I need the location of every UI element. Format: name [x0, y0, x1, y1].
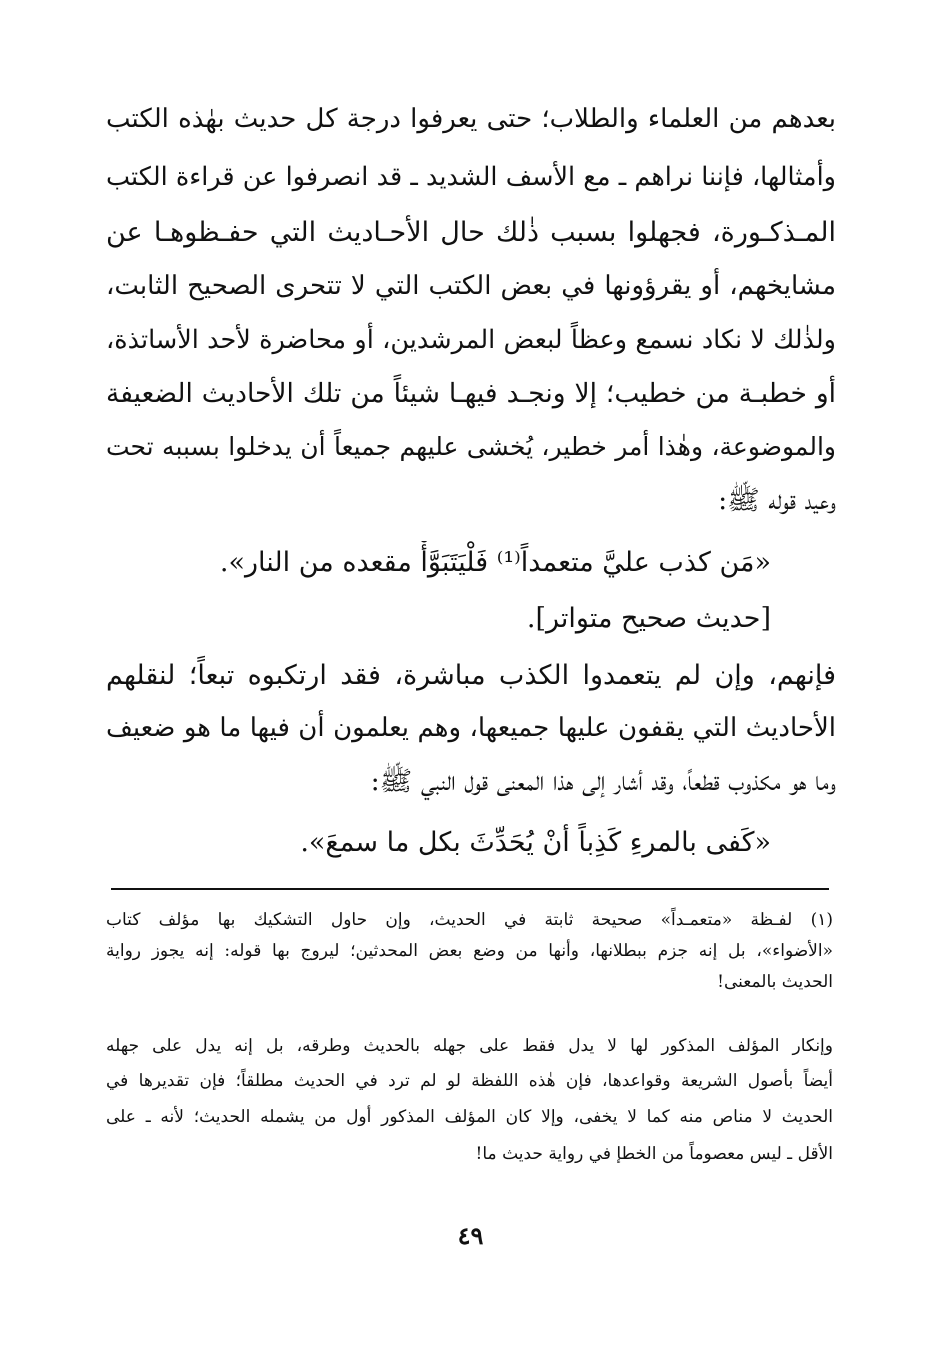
body-line-9: فإنهم، وإن لم يتعمدوا الكذب مباشرة، فقد ارتكبوه تبعاً؛ لنقلهم: [106, 660, 836, 691]
body-line-3: المـذكـورة، فجهلوا بسبب ذٰلك حال الأحـاديث التي حفـظوهـا عن: [106, 217, 836, 248]
hadith-quote-2: «كَفى بالمرءِ كَذِباً أنْ يُحَدِّثَ بكل ما سمعَ».: [300, 827, 771, 858]
hadith-grading: [حديث صحيح متواتر].: [526, 603, 771, 634]
footnote-line-5: أيضاً بأصول الشريعة وقواعدها، فإن هٰذه اللفظة لو لم ترد في الحديث مطلقاً؛ فإن تقديرها في: [106, 1071, 833, 1091]
body-line-10: الأحاديث التي يقفون عليها جميعها، وهم يعلمون أن فيها ما هو ضعيف: [106, 713, 836, 743]
body-line-11: وما هو مكذوب قطعاً، وقد أشار إلى هذا المعنى قول النبي ﷺ:: [370, 766, 836, 797]
footnote-line-1: (١) لفـظة «متعمـداً» صحيحة ثابتة في الحديث، وإن حاول التشكيك بها مؤلف كتاب: [106, 910, 833, 930]
footnote-line-7: الأقل ـ ليس معصوماً من الخطإ في رواية حديث ما!: [475, 1144, 833, 1164]
footnote-line-6: الحديث لا مناص منه كما لا يخفى، وإلا كان المؤلف المذكور أول من يشمله الحديث؛ لأنه ـ على: [106, 1107, 833, 1127]
body-line-8: وعيد قوله ﷺ:: [718, 485, 836, 516]
hadith-quote-1: «مَن كذب عليَّ متعمداً⁽¹⁾ فَلْيَتَبَوَّأْ مقعده من النار».: [219, 547, 771, 578]
footnote-separator: [111, 888, 829, 890]
body-line-7: والموضوعة، وهٰذا أمر خطير، يُخشى عليهم جميعاً أن يدخلوا بسببه تحت: [106, 432, 836, 461]
footnote-line-2: «الأضواء»، بل إنه جزم ببطلانها، وأنها من وضع بعض المحدثين؛ ليروج بها قوله: إنه يجوز رواية: [106, 941, 833, 961]
footnote-line-3: الحديث بالمعنى!: [717, 972, 833, 992]
body-line-4: مشايخهم، أو يقرؤونها في بعض الكتب التي لا تتحرى الصحيح الثابت،: [106, 271, 836, 301]
body-line-1: بعدهم من العلماء والطلاب؛ حتى يعرفوا درجة كل حديث بهٰذه الكتب: [106, 104, 836, 134]
page-number: ٤٩: [457, 1221, 484, 1250]
body-line-2: وأمثالها، فإننا نراهم ـ مع الأسف الشديد ـ قد انصرفوا عن قراءة الكتب: [106, 162, 836, 192]
body-line-5: ولذٰلك لا نكاد نسمع وعظاً لبعض المرشدين، أو محاضرة لأحد الأساتذة،: [106, 325, 836, 355]
body-line-6: أو خطبـة من خطيب؛ إلا ونجـد فيهـا شيئاً من تلك الأحاديث الضعيفة: [106, 378, 836, 409]
footnote-line-4: وإنكار المؤلف المذكور لها لا يدل فقط على جهله بالحديث وطرقه، بل إنه يدل على جهله: [106, 1036, 833, 1056]
